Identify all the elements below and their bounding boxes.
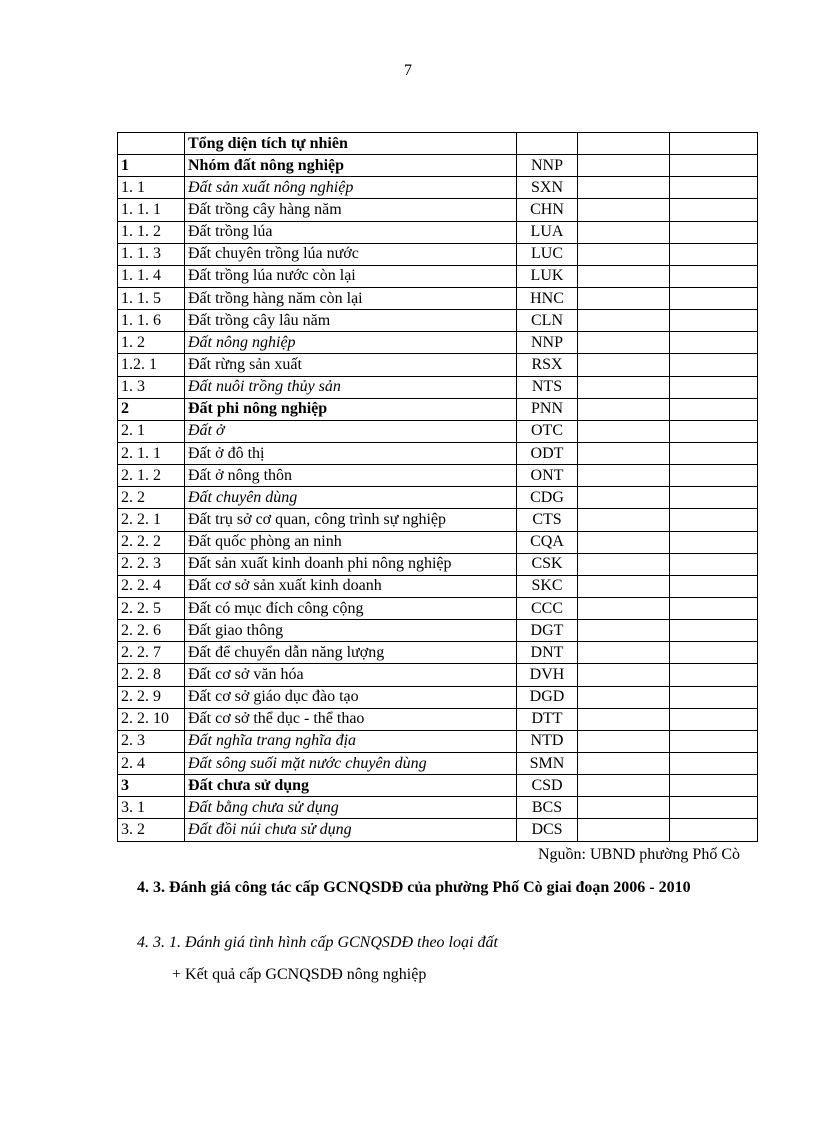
row-number-cell: 2. 2. 1 (118, 509, 185, 531)
table-row (118, 332, 758, 354)
empty-cell (578, 287, 670, 309)
land-type-cell: Đất bằng chưa sử dụng (185, 797, 517, 819)
table-row (118, 775, 758, 797)
land-type-cell: Đất nông nghiệp (185, 332, 517, 354)
table-row (118, 287, 758, 309)
land-code-cell: SKC (517, 575, 578, 597)
page-number: 7 (404, 62, 412, 79)
empty-cell (670, 398, 758, 420)
land-code-cell: SXN (517, 177, 578, 199)
row-number-cell: 2. 2. 7 (118, 642, 185, 664)
land-code-cell: DGD (517, 686, 578, 708)
empty-cell (578, 708, 670, 730)
land-code-cell: NTS (517, 376, 578, 398)
empty-cell (578, 531, 670, 553)
empty-cell (670, 775, 758, 797)
table-row (118, 664, 758, 686)
empty-cell (670, 265, 758, 287)
empty-cell (670, 332, 758, 354)
empty-cell (578, 265, 670, 287)
empty-cell (578, 199, 670, 221)
table-row (118, 310, 758, 332)
empty-cell (670, 553, 758, 575)
land-code-cell: CSK (517, 553, 578, 575)
empty-cell (578, 730, 670, 752)
land-code-cell: CCC (517, 597, 578, 619)
empty-cell (670, 133, 758, 155)
empty-cell (670, 730, 758, 752)
empty-cell (578, 398, 670, 420)
row-number-cell: 1. 1. 6 (118, 310, 185, 332)
empty-cell (670, 243, 758, 265)
land-type-cell: Đất trồng cây lâu năm (185, 310, 517, 332)
table-row (118, 442, 758, 464)
land-code-cell: LUC (517, 243, 578, 265)
table-row (118, 642, 758, 664)
land-type-cell: Đất sản xuất nông nghiệp (185, 177, 517, 199)
row-number-cell: 2. 1 (118, 420, 185, 442)
land-code-cell: DTT (517, 708, 578, 730)
empty-cell (578, 819, 670, 841)
land-type-cell: Đất ở nông thôn (185, 465, 517, 487)
land-code-cell: LUK (517, 265, 578, 287)
empty-cell (670, 221, 758, 243)
empty-cell (578, 376, 670, 398)
row-number-cell: 3. 2 (118, 819, 185, 841)
table-row (118, 752, 758, 774)
table-row (118, 265, 758, 287)
empty-cell (578, 597, 670, 619)
table-row (118, 553, 758, 575)
land-type-cell: Đất cơ sở văn hóa (185, 664, 517, 686)
row-number-cell: 2. 2. 3 (118, 553, 185, 575)
row-number-cell: 2. 2. 2 (118, 531, 185, 553)
row-number-cell: 2. 1. 1 (118, 442, 185, 464)
empty-cell (670, 642, 758, 664)
row-number-cell: 2. 4 (118, 752, 185, 774)
row-number-cell: 1.2. 1 (118, 354, 185, 376)
land-type-cell: Đất đồi núi chưa sử dụng (185, 819, 517, 841)
empty-cell (578, 442, 670, 464)
row-number-cell: 2 (118, 398, 185, 420)
empty-cell (578, 487, 670, 509)
table-row (118, 420, 758, 442)
table-row (118, 133, 758, 155)
empty-cell (578, 620, 670, 642)
empty-cell (578, 354, 670, 376)
row-number-cell (118, 133, 185, 155)
land-code-cell: ODT (517, 442, 578, 464)
empty-cell (578, 797, 670, 819)
empty-cell (578, 310, 670, 332)
empty-cell (670, 797, 758, 819)
table-row (118, 243, 758, 265)
empty-cell (578, 642, 670, 664)
table-row (118, 597, 758, 619)
land-code-cell: CTS (517, 509, 578, 531)
row-number-cell: 1. 2 (118, 332, 185, 354)
empty-cell (670, 155, 758, 177)
land-code-cell: NNP (517, 155, 578, 177)
section-heading: 4. 3. Đánh giá công tác cấp GCNQSDĐ của phường Phố Cò giai đoạn 2006 - 2010 (137, 879, 691, 896)
land-type-cell: Đất nghĩa trang nghĩa địa (185, 730, 517, 752)
table-row (118, 398, 758, 420)
land-type-cell: Tổng diện tích tự nhiên (185, 133, 517, 155)
empty-cell (670, 376, 758, 398)
land-type-cell: Đất sông suối mặt nước chuyên dùng (185, 752, 517, 774)
table-row (118, 509, 758, 531)
empty-cell (670, 487, 758, 509)
empty-cell (578, 465, 670, 487)
table-row (118, 465, 758, 487)
row-number-cell: 2. 2. 10 (118, 708, 185, 730)
row-number-cell: 1. 1 (118, 177, 185, 199)
empty-cell (670, 819, 758, 841)
land-code-cell: CSD (517, 775, 578, 797)
land-type-cell: Đất trồng lúa (185, 221, 517, 243)
land-code-cell: SMN (517, 752, 578, 774)
land-code-cell: NNP (517, 332, 578, 354)
land-code-cell: CLN (517, 310, 578, 332)
row-number-cell: 1. 1. 3 (118, 243, 185, 265)
table-row (118, 531, 758, 553)
land-type-cell: Đất phi nông nghiệp (185, 398, 517, 420)
land-code-cell: CDG (517, 487, 578, 509)
row-number-cell: 1. 3 (118, 376, 185, 398)
bullet-line: + Kết quả cấp GCNQSDĐ nông nghiệp (172, 966, 427, 983)
table-row (118, 221, 758, 243)
land-type-cell: Đất ở (185, 420, 517, 442)
empty-cell (670, 354, 758, 376)
land-type-cell: Đất ở đô thị (185, 442, 517, 464)
land-type-cell: Đất rừng sản xuất (185, 354, 517, 376)
land-code-cell: LUA (517, 221, 578, 243)
row-number-cell: 2. 1. 2 (118, 465, 185, 487)
empty-cell (670, 752, 758, 774)
row-number-cell: 2. 2. 8 (118, 664, 185, 686)
table-row (118, 177, 758, 199)
land-use-table (117, 132, 758, 842)
land-code-cell: DGT (517, 620, 578, 642)
empty-cell (670, 531, 758, 553)
empty-cell (670, 310, 758, 332)
land-type-cell: Đất sản xuất kinh doanh phi nông nghiệp (185, 553, 517, 575)
empty-cell (578, 155, 670, 177)
land-type-cell: Nhóm đất nông nghiệp (185, 155, 517, 177)
table-row (118, 354, 758, 376)
empty-cell (670, 575, 758, 597)
land-code-cell: PNN (517, 398, 578, 420)
empty-cell (670, 177, 758, 199)
land-code-cell: DNT (517, 642, 578, 664)
land-type-cell: Đất quốc phòng an ninh (185, 531, 517, 553)
land-code-cell: ONT (517, 465, 578, 487)
land-type-cell: Đất trồng hàng năm còn lại (185, 287, 517, 309)
row-number-cell: 1. 1. 5 (118, 287, 185, 309)
land-code-cell: BCS (517, 797, 578, 819)
row-number-cell: 1. 1. 4 (118, 265, 185, 287)
land-code-cell: CQA (517, 531, 578, 553)
empty-cell (578, 177, 670, 199)
row-number-cell: 2. 2 (118, 487, 185, 509)
land-code-cell: HNC (517, 287, 578, 309)
land-type-cell: Đất cơ sở giáo dục đào tạo (185, 686, 517, 708)
land-type-cell: Đất chuyên dùng (185, 487, 517, 509)
land-type-cell: Đất cơ sở sản xuất kinh doanh (185, 575, 517, 597)
empty-cell (670, 597, 758, 619)
row-number-cell: 1. 1. 1 (118, 199, 185, 221)
table-row (118, 686, 758, 708)
empty-cell (670, 620, 758, 642)
land-type-cell: Đất cơ sở thể dục - thể thao (185, 708, 517, 730)
row-number-cell: 1. 1. 2 (118, 221, 185, 243)
row-number-cell: 1 (118, 155, 185, 177)
table-row (118, 487, 758, 509)
empty-cell (578, 509, 670, 531)
source-note: Nguồn: UBND phường Phố Cò (537, 846, 740, 863)
land-type-cell: Đất nuôi trồng thủy sản (185, 376, 517, 398)
land-type-cell: Đất chưa sử dụng (185, 775, 517, 797)
table-row (118, 376, 758, 398)
empty-cell (670, 708, 758, 730)
table-row (118, 819, 758, 841)
land-code-cell: RSX (517, 354, 578, 376)
empty-cell (578, 332, 670, 354)
land-type-cell: Đất trụ sở cơ quan, công trình sự nghiệp (185, 509, 517, 531)
empty-cell (578, 133, 670, 155)
row-number-cell: 3. 1 (118, 797, 185, 819)
table-row (118, 708, 758, 730)
table-row (118, 730, 758, 752)
table-row (118, 575, 758, 597)
row-number-cell: 2. 2. 4 (118, 575, 185, 597)
table-row (118, 797, 758, 819)
empty-cell (670, 199, 758, 221)
row-number-cell: 2. 2. 5 (118, 597, 185, 619)
table-row (118, 199, 758, 221)
empty-cell (670, 287, 758, 309)
land-type-cell: Đất để chuyển dẫn năng lượng (185, 642, 517, 664)
land-type-cell: Đất có mục đích công cộng (185, 597, 517, 619)
empty-cell (578, 686, 670, 708)
empty-cell (670, 686, 758, 708)
land-type-cell: Đất trồng cây hàng năm (185, 199, 517, 221)
land-code-cell: CHN (517, 199, 578, 221)
empty-cell (578, 221, 670, 243)
empty-cell (670, 664, 758, 686)
subsection-heading: 4. 3. 1. Đánh giá tình hình cấp GCNQSDĐ theo loại đất (137, 934, 498, 951)
land-code-cell: DCS (517, 819, 578, 841)
land-type-cell: Đất trồng lúa nước còn lại (185, 265, 517, 287)
row-number-cell: 3 (118, 775, 185, 797)
empty-cell (670, 420, 758, 442)
empty-cell (670, 509, 758, 531)
row-number-cell: 2. 3 (118, 730, 185, 752)
table-row (118, 155, 758, 177)
empty-cell (578, 420, 670, 442)
land-code-cell: NTD (517, 730, 578, 752)
land-code-cell (517, 133, 578, 155)
land-code-cell: OTC (517, 420, 578, 442)
row-number-cell: 2. 2. 9 (118, 686, 185, 708)
empty-cell (670, 465, 758, 487)
empty-cell (670, 442, 758, 464)
empty-cell (578, 553, 670, 575)
land-type-cell: Đất chuyên trồng lúa nước (185, 243, 517, 265)
row-number-cell: 2. 2. 6 (118, 620, 185, 642)
empty-cell (578, 752, 670, 774)
land-type-cell: Đất giao thông (185, 620, 517, 642)
empty-cell (578, 575, 670, 597)
empty-cell (578, 664, 670, 686)
empty-cell (578, 243, 670, 265)
table-row (118, 620, 758, 642)
land-code-cell: DVH (517, 664, 578, 686)
empty-cell (578, 775, 670, 797)
